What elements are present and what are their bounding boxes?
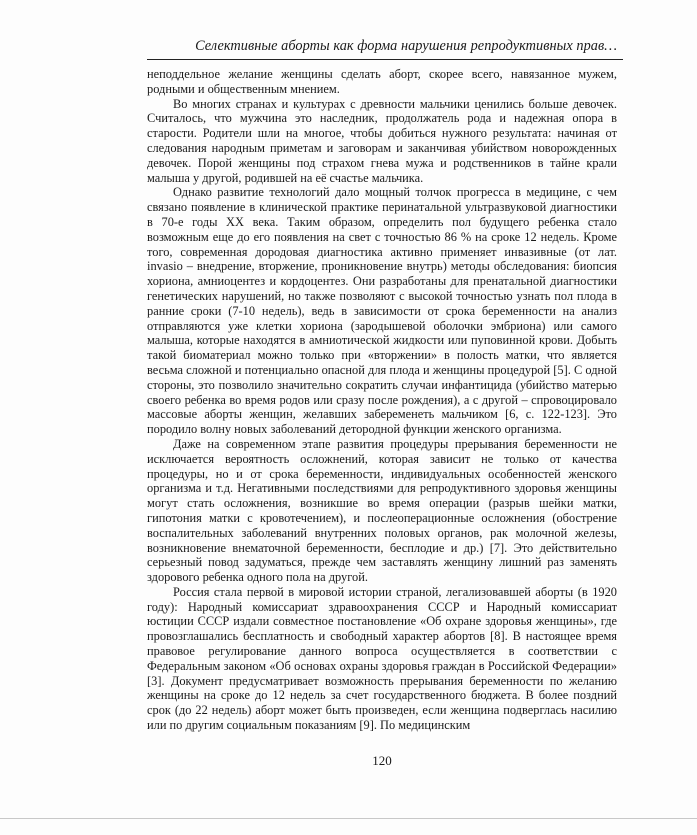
running-header-title: Селективные аборты как форма нарушения репродуктивных прав…: [195, 38, 617, 54]
paragraph-3: Однако развитие технологий дало мощный толчок прогресса в медицине, с чем связано появление в клинической практике перинатальной ультразвуковой диагностики в 70-е годы XX века. Таким образом, определить пол будущего ребенка стало возможным еще до его появления на свет с точностью 86 % на сроке 12 недель. Кроме того, современная дородовая диагностика активно применяет инвазивные (от лат. invasio – внедрение, вторжение, проникновение внутрь) методы обследования: биопсия хориона, амниоцентез и кордоцентез. Они разработаны для пренатальной диагностики генетических нарушений, но также позволяют с высокой точностью узнать пол плода в ранние сроки (7-10 недель), ведь в зависимости от срока беременности на анализ отправляются уже клетки хориона (зародышевой оболочки эмбриона) или самого малыша, которые находятся в амниотической жидкости или пуповинной крови. Добыть такой биоматериал можно только при «вторжении» в полость матки, что является весьма сложной и потенциально опасной для плода и женщины процедурой [5]. С одной стороны, это позволило значительно сократить случаи инфантицида (убийство матерью своего ребенка во время родов или сразу после рождения), а с другой – спровоцировало массовые аборты женщин, желавших забеременеть мальчиком [6, с. 122-123]. Это породило волну новых заболеваний детородной функции женского организма.: [147, 185, 617, 437]
paragraph-4: Даже на современном этапе развития процедуры прерывания беременности не исключается вероятность осложнений, которая зависит не только от качества процедуры, но и от срока беременности, индивидуальных особенностей женского организма и т.д. Негативными последствиями для репродуктивного здоровья женщины могут стать осложнения, возникшие во время операции (разрыв шейки матки, гипотония матки с кровотечением), и послеоперационные осложнения (обострение воспалительных заболеваний внутренних половых органов, рак молочной железы, возникновение внематочной беременности, бесплодие и др.) [7]. Это действительно серьезный повод задуматься, прежде чем заставлять женщину лишний раз заменять здорового ребенка одного пола на другой.: [147, 436, 617, 585]
scan-edge-line: [0, 818, 697, 819]
header-rule: [147, 59, 623, 60]
paragraph-5: Россия стала первой в мировой истории страной, легализовавшей аборты (в 1920 году): Народный комиссариат здравоохранения СССР и Народный комиссариат юстиции СССР издали совместное постановление «Об охране здоровья женщины», где провозглашались бесплатность и свободный характер абортов [8]. В настоящее время правовое регулирование данного вопроса осуществляется в соответствии с Федеральным законом «Об основах охраны здоровья граждан в Российской Федерации» [3]. Документ предусматривает возможность прерывания беременности по желанию женщины на сроке до 12 недель за счет государственного бюджета. В более поздний срок (до 22 недель) аборт может быть произведен, если женщина подверглась насилию или по другим социальным показаниям [9]. По медицинским: [147, 584, 617, 733]
page-number: 120: [372, 753, 392, 768]
body-text: [147, 67, 617, 733]
paragraph-2: Во многих странах и культурах с древности мальчики ценились больше девочек. Считалось, что мужчина это наследник, продолжатель рода и надежная опора в старости. Родители шли на многое, чтобы добиться нужного результата: начиная от следования народным приметам и заговорам и заканчивая убийством новорожденных девочек. Порой женщины под страхом гнева мужа и родственников в тайне крали малыша у другой, родившей на её счастье мальчика.: [147, 96, 617, 185]
paragraph-1: неподдельное желание женщины сделать аборт, скорее всего, навязанное мужем, родными и общественным мнением.: [147, 67, 617, 96]
